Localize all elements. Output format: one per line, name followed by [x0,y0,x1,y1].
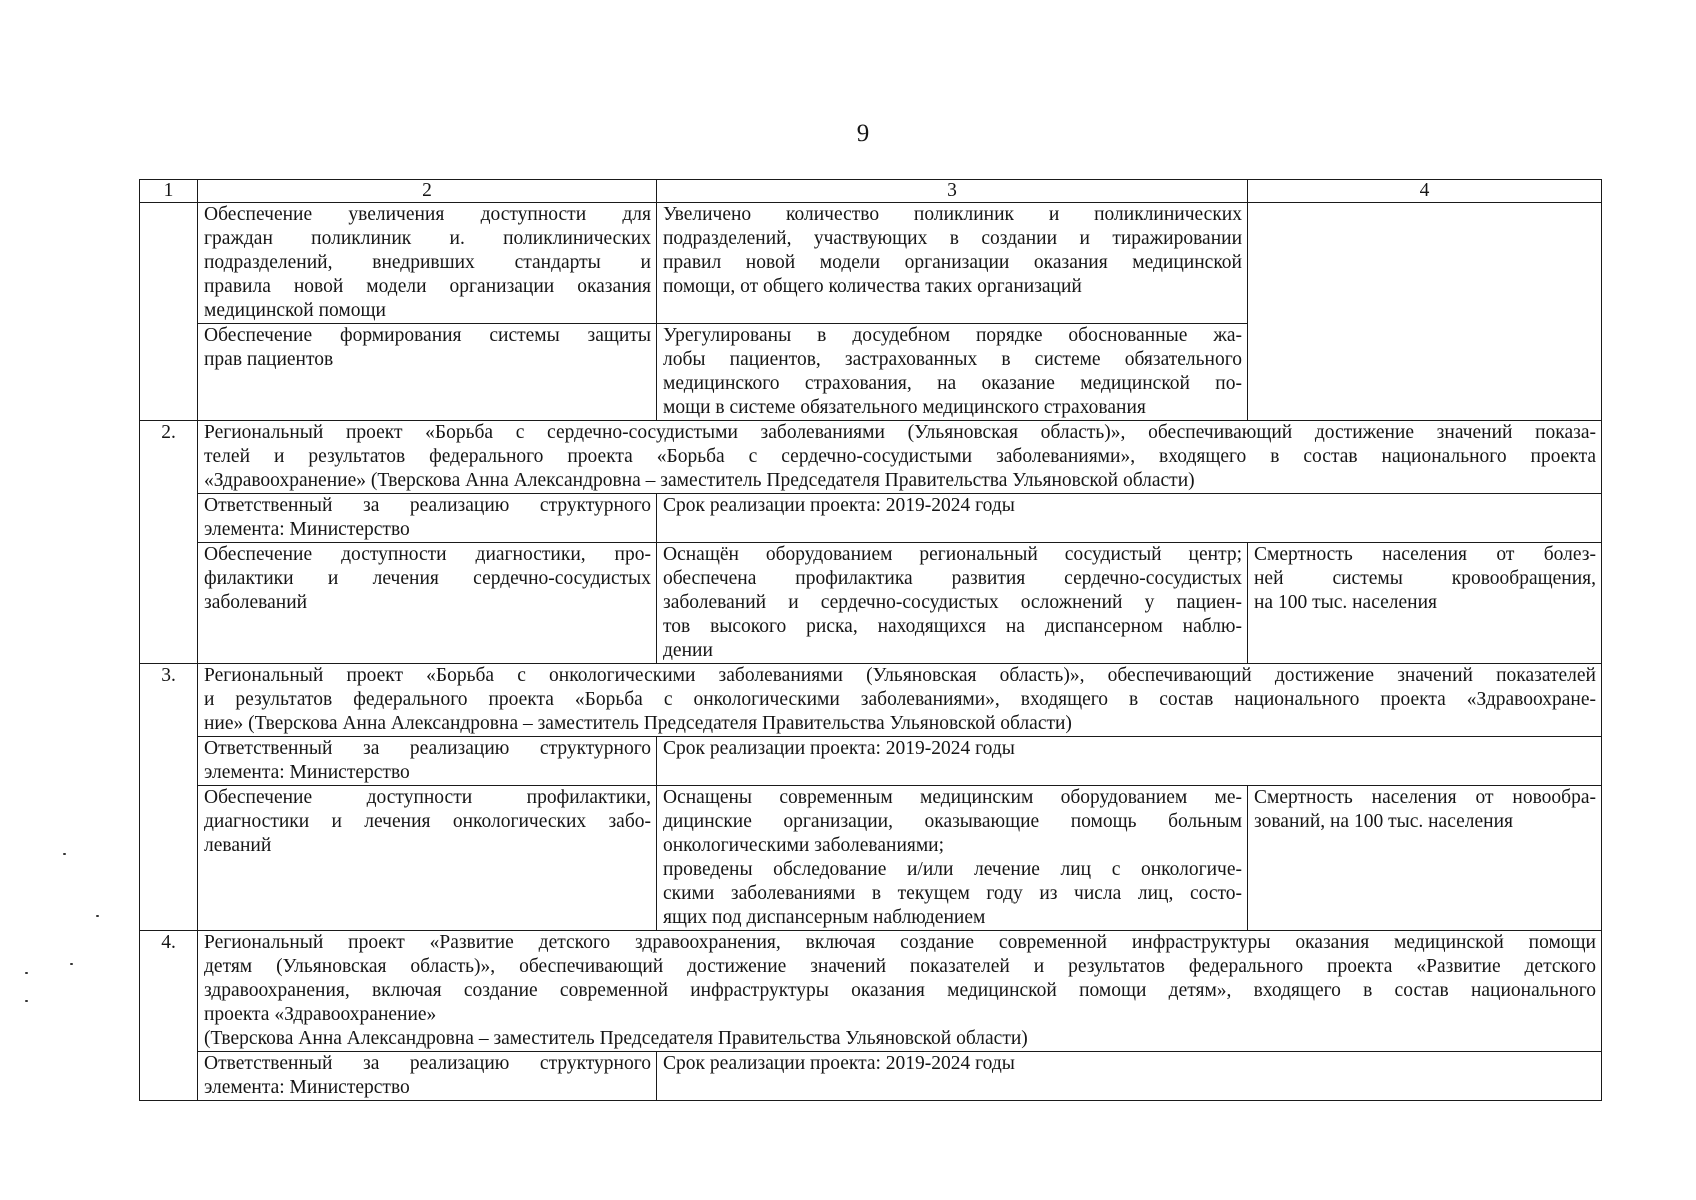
text-line: филактики и лечения сердечно-сосудистых [204,568,651,589]
text-line: Региональный проект «Борьба с сердечно-сосудистыми заболеваниями (Ульяновская область)», обеспечивающий достижение значений показа- [204,422,1596,443]
text-line: мощи в системе обязательного медицинского страхования [663,397,1146,418]
text-line: детям (Ульяновская область)», обеспечивающий достижение значений показателей и результатов федерального проекта «Развитие детского [204,956,1596,977]
text-line: Ответственный за реализацию структурного [204,738,651,759]
text-line: онкологическими заболеваниями; [663,835,945,856]
text-line: леваний [204,835,272,856]
header-col-2: 2 [198,180,657,203]
text-line: скими заболеваниями в текущем году из числа лиц, состо- [663,883,1242,904]
text-line: подразделений, внедривших стандарты и [204,252,651,273]
text-line: ящих под диспансерным наблюдением [663,907,986,928]
task-cell [198,786,657,931]
text-line: Обеспечение формирования системы защиты [204,325,651,346]
section-number: 4. [140,931,198,1101]
text-line: правил новой модели организации оказания медицинской [663,252,1242,273]
text-line: диагностики и лечения онкологических забо- [204,811,651,832]
indicator-cell [1248,543,1602,664]
text-line: тов высокого риска, находящихся на диспансерном наблю- [663,616,1242,637]
text-line: проекта «Здравоохранение» [204,1004,437,1025]
project-title-row [140,931,1602,1052]
scan-speck [96,915,99,917]
result-cell [657,203,1248,324]
table-header-row [140,180,1602,203]
projects-table [139,179,1602,1101]
text-line: проведены обследование и/или лечение лиц с онкологиче- [663,859,1242,880]
task-cell [198,203,657,324]
table-row [140,786,1602,931]
text-line: элемента: Министерство [204,762,410,783]
text-line: прав пациентов [204,349,334,370]
text-line: «Здравоохранение» (Тверскова Анна Александровна – заместитель Председателя Правительства Ульяновской области) [204,470,1195,491]
task-cell [198,543,657,664]
text-line: правила новой модели организации оказания [204,276,651,297]
text-line: ней системы кровообращения, [1254,568,1596,589]
text-line: на 100 тыс. населения [1254,592,1437,613]
header-col-1: 1 [140,180,198,203]
text-line: (Тверскова Анна Александровна – заместитель Председателя Правительства Ульяновской области) [204,1028,1028,1049]
text-line: элемента: Министерство [204,519,410,540]
text-line: дении [663,640,713,661]
text-line: лобы пациентов, застрахованных в системе обязательного [663,349,1242,370]
text-line: дицинские организации, оказывающие помощь больным [663,811,1242,832]
term-cell: Срок реализации проекта: 2019-2024 годы [657,1052,1602,1101]
scan-speck [63,853,66,855]
text-line: Увеличено количество поликлиник и поликлинических [663,204,1242,225]
empty-num-cell [140,203,198,421]
project-title-cell [198,931,1602,1052]
scan-speck [25,1000,28,1002]
text-line: заболеваний [204,592,308,613]
text-line: Региональный проект «Борьба с онкологическими заболеваниями (Ульяновская область)», обеспечивающий достижение значений показателей [204,665,1596,686]
text-line: зований, на 100 тыс. населения [1254,811,1513,832]
project-title-cell [198,421,1602,494]
project-title-row [140,421,1602,494]
header-col-4: 4 [1248,180,1602,203]
text-line: граждан поликлиник и. поликлинических [204,228,651,249]
text-line: Обеспечение доступности профилактики, [204,787,651,808]
task-cell [198,324,657,421]
result-cell [657,543,1248,664]
page-number: 9 [856,120,870,147]
scan-speck [70,963,73,965]
text-line: ние» (Тверскова Анна Александровна – заместитель Председателя Правительства Ульяновской области) [204,713,1072,734]
text-line: Региональный проект «Развитие детского здравоохранения, включая создание современной инфраструктуры оказания медицинской помощи [204,932,1596,953]
responsible-cell [198,1052,657,1101]
table-row [140,1052,1602,1101]
text-line: элемента: Министерство [204,1077,410,1098]
section-number: 2. [140,421,198,664]
text-line: Оснащён оборудованием региональный сосудистый центр; [663,544,1242,565]
text-line: Обеспечение доступности диагностики, про- [204,544,651,565]
table-row [140,737,1602,786]
text-line: Смертность населения от новообра- [1254,787,1596,808]
text-line: Урегулированы в досудебном порядке обоснованные жа- [663,325,1242,346]
project-title-row [140,664,1602,737]
text-line: здравоохранения, включая создание современной инфраструктуры оказания медицинской помощи детям», входящего в состав национального [204,980,1596,1001]
text-line: Оснащены современным медицинским оборудованием ме- [663,787,1242,808]
text-line: медицинского страхования, на оказание медицинской по- [663,373,1242,394]
result-cell [657,786,1248,931]
text-line: и результатов федерального проекта «Борьба с онкологическими заболеваниями», входящего в состав национального проекта «Здравоохране- [204,689,1596,710]
responsible-cell [198,737,657,786]
text-line: Ответственный за реализацию структурного [204,495,651,516]
term-cell: Срок реализации проекта: 2019-2024 годы [657,494,1602,543]
text-line: Обеспечение увеличения доступности для [204,204,651,225]
project-title-cell [198,664,1602,737]
text-line: Ответственный за реализацию структурного [204,1053,651,1074]
text-line: помощи, от общего количества таких организаций [663,276,1082,297]
scan-speck [25,972,28,974]
responsible-cell [198,494,657,543]
term-cell: Срок реализации проекта: 2019-2024 годы [657,737,1602,786]
indicator-cell [1248,786,1602,931]
table-row [140,494,1602,543]
indicator-cell-empty [1248,203,1602,421]
result-cell [657,324,1248,421]
header-col-3: 3 [657,180,1248,203]
text-line: заболеваний и сердечно-сосудистых осложнений у пациен- [663,592,1242,613]
text-line: Смертность населения от болез- [1254,544,1596,565]
text-line: телей и результатов федерального проекта «Борьба с сердечно-сосудистыми заболеваниями», входящего в состав национального проекта [204,446,1596,467]
text-line: подразделений, участвующих в создании и тиражировании [663,228,1242,249]
text-line: медицинской помощи [204,300,386,321]
table-row [140,543,1602,664]
text-line: обеспечена профилактика развития сердечно-сосудистых [663,568,1242,589]
section-number: 3. [140,664,198,931]
table-row [140,203,1602,324]
